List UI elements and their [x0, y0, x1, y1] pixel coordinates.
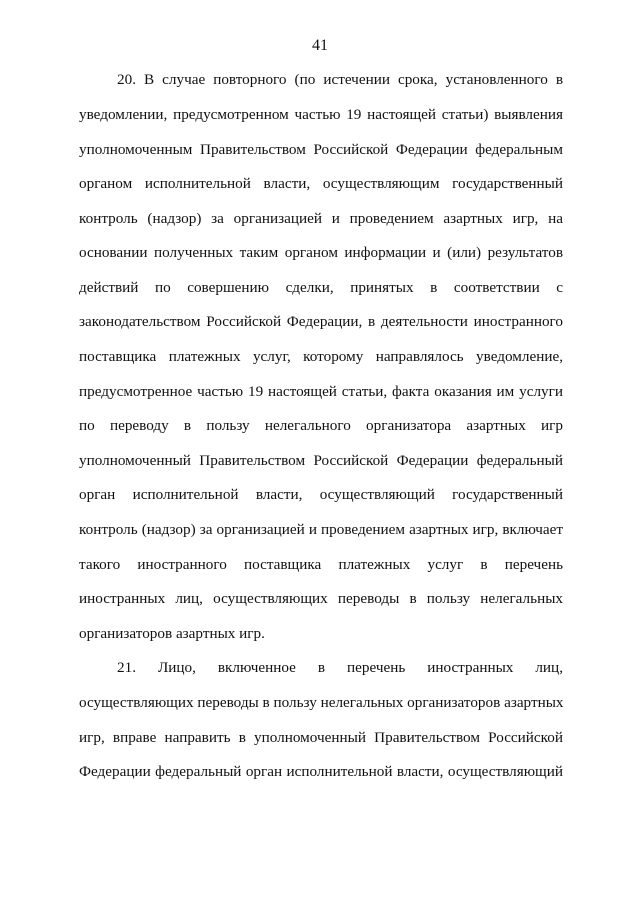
text-line: органом исполнительной власти, осуществляющим государственный: [79, 175, 563, 192]
text-line: уполномоченным Правительством Российской Федерации федеральным: [79, 141, 563, 158]
text-line: 21. Лицо, включенное в перечень иностранных лиц,: [117, 659, 563, 676]
text-line: законодательством Российской Федерации, в деятельности иностранного: [79, 313, 563, 330]
text-line: контроль (надзор) за организацией и проведением азартных игр, включает: [79, 521, 563, 538]
text-line: иностранных лиц, осуществляющих переводы в пользу нелегальных: [79, 590, 563, 607]
text-line: предусмотренное частью 19 настоящей статьи, факта оказания им услуги: [79, 383, 563, 400]
text-line: поставщика платежных услуг, которому направлялось уведомление,: [79, 348, 563, 365]
text-line: Федерации федеральный орган исполнительной власти, осуществляющий: [79, 763, 563, 780]
text-line: 20. В случае повторного (по истечении срока, установленного в: [117, 71, 563, 88]
text-line: осуществляющих переводы в пользу нелегальных организаторов азартных: [79, 694, 564, 711]
text-line: организаторов азартных игр.: [79, 625, 265, 642]
text-line: уполномоченный Правительством Российской Федерации федеральный: [79, 452, 563, 469]
text-line: такого иностранного поставщика платежных услуг в перечень: [79, 556, 563, 573]
text-line: орган исполнительной власти, осуществляющий государственный: [79, 486, 563, 503]
text-line: уведомлении, предусмотренном частью 19 настоящей статьи) выявления: [79, 106, 563, 123]
text-line: по переводу в пользу нелегального организатора азартных игр: [79, 417, 563, 434]
text-line: действий по совершению сделки, принятых в соответствии с: [79, 279, 563, 296]
text-line: основании полученных таким органом информации и (или) результатов: [79, 244, 563, 261]
text-line: игр, вправе направить в уполномоченный Правительством Российской: [79, 729, 563, 746]
text-line: контроль (надзор) за организацией и проведением азартных игр, на: [79, 210, 563, 227]
page-number: 41: [312, 37, 328, 54]
